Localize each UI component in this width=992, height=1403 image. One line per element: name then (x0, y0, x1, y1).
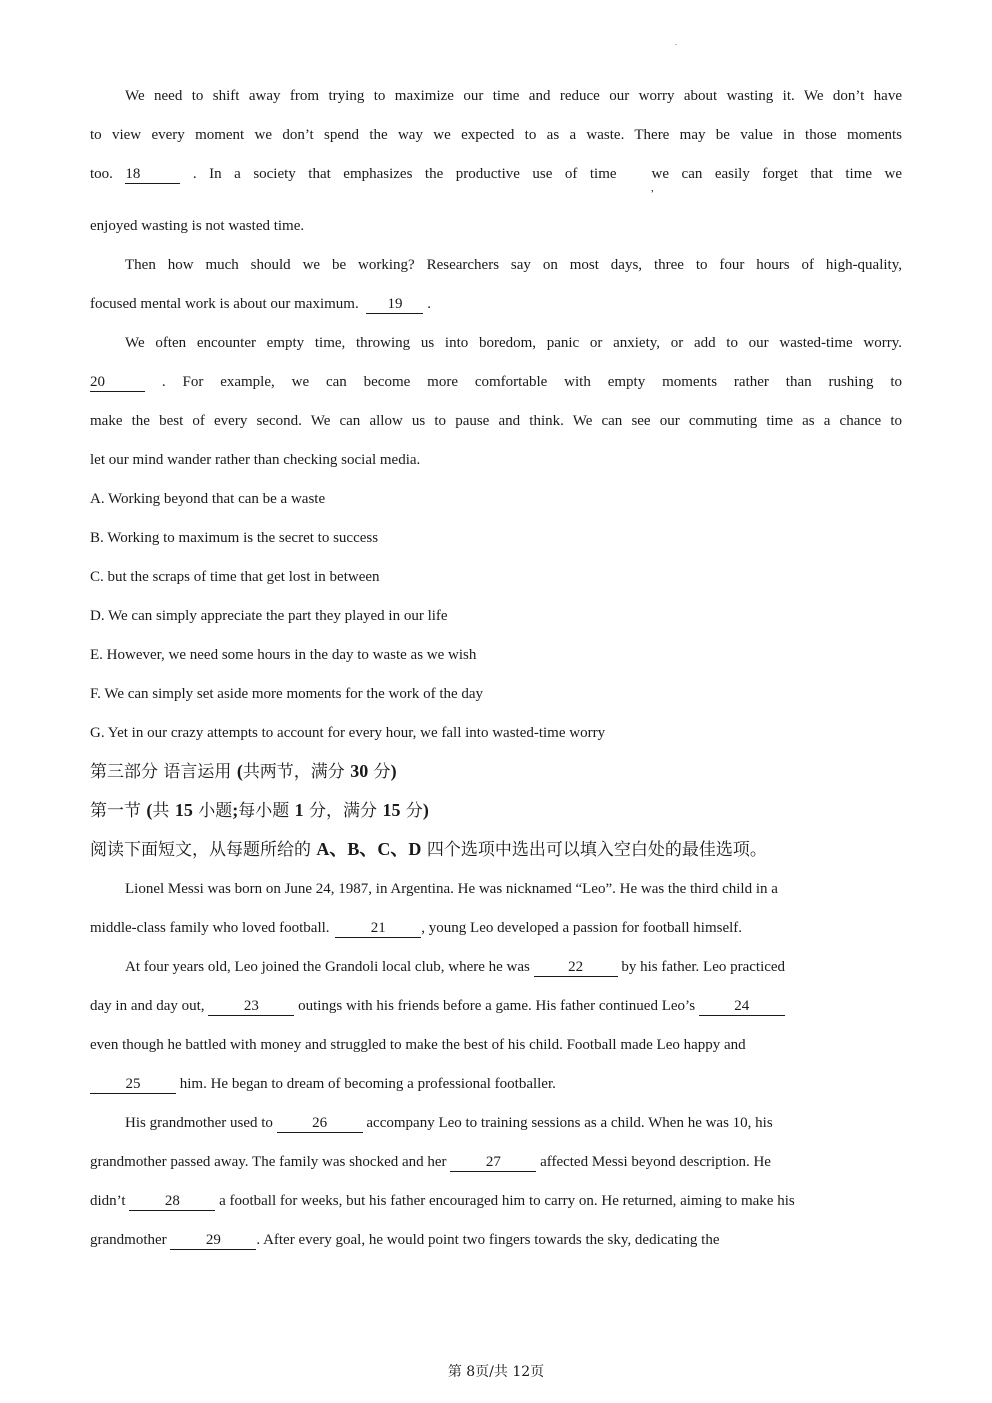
passage-text: too. (90, 166, 113, 182)
passage-line (90, 372, 902, 392)
option-f: F. We can simply set aside more moments for the work of the day (90, 686, 484, 702)
cloze-text: accompany Leo to training sessions as a child. When he was 10, his (366, 1115, 773, 1131)
heading-punct: ; (232, 800, 239, 820)
answer-blank-22[interactable] (534, 959, 618, 977)
heading-text: 小题 (192, 801, 233, 821)
passage-text: We often encounter empty time, throwing us into boredom, panic or anxiety, or add to our wasted-time worry. (125, 335, 902, 351)
answer-blank-21[interactable] (335, 920, 421, 938)
passage-text: . In a society that emphasizes the productive use of time (192, 166, 617, 182)
cloze-line (125, 1113, 773, 1133)
blank-number: 29 (205, 1232, 221, 1248)
option-a: A. Working beyond that can be a waste (90, 491, 326, 507)
cloze-text: day in and day out, (90, 998, 205, 1014)
blank-number: 28 (164, 1193, 180, 1209)
cloze-text: At four years old, Leo joined the Grandoli local club, where he was (125, 959, 530, 975)
page-number: 第 8页/共 12页 (447, 1364, 545, 1380)
heading-paren: ( (146, 800, 153, 820)
heading-number: 1 (294, 800, 304, 820)
heading-text: 共 (152, 801, 175, 821)
answer-blank-27[interactable] (450, 1154, 536, 1172)
cloze-text: middle-class family who loved football. (90, 920, 330, 936)
passage-text: . For example, we can become more comfortable with empty moments rather than rushing to (161, 374, 902, 390)
cloze-text: grandmother passed away. The family was shocked and her (90, 1154, 447, 1170)
passage-line (90, 255, 902, 275)
option-e: E. However, we need some hours in the day to waste as we wish (90, 647, 477, 663)
blank-number: 25 (125, 1076, 141, 1092)
blank-number: 21 (370, 920, 386, 936)
passage-line (90, 333, 902, 353)
blank-number: 23 (243, 998, 259, 1014)
cloze-text: outings with his friends before a game. His father continued Leo’s (298, 998, 696, 1014)
cloze-line (90, 1230, 719, 1250)
answer-blank-25[interactable] (90, 1076, 176, 1094)
passage-line (90, 450, 420, 470)
blank-number: 19 (387, 296, 403, 312)
cloze-line (90, 918, 742, 938)
heading-text: 每小题 (238, 801, 295, 821)
passage-text: make the best of every second. We can allow us to pause and think. We can see our commuting time as a chance to (90, 413, 902, 429)
answer-blank-18[interactable] (125, 166, 180, 184)
cloze-text: , young Leo developed a passion for football himself. (421, 920, 743, 936)
blank-number: 26 (312, 1115, 328, 1131)
cloze-text: affected Messi beyond description. He (540, 1154, 771, 1170)
passage-text: let our mind wander rather than checking social media. (90, 452, 421, 468)
answer-blank-26[interactable] (277, 1115, 363, 1133)
passage-line (90, 164, 902, 184)
heading-text: 共两节，满分 (242, 762, 351, 782)
heading-text: 第一节 (90, 801, 147, 821)
heading-paren: ( (236, 761, 243, 781)
cloze-text: by his father. Leo practiced (621, 959, 786, 975)
option-c: C. but the scraps of time that get lost in between (90, 569, 380, 585)
answer-blank-19[interactable] (366, 296, 423, 314)
cloze-text: grandmother (90, 1232, 167, 1248)
heading-number: 30 (350, 761, 369, 781)
answer-blank-28[interactable] (129, 1193, 215, 1211)
blank-number: 24 (734, 998, 750, 1014)
cloze-line (125, 879, 887, 899)
option-g: G. Yet in our crazy attempts to account for every hour, we fall into wasted-time worry (90, 725, 606, 741)
passage-text: Then how much should we be working? Researchers say on most days, three to four hours of high-quality, (125, 257, 902, 273)
heading-number: 15 (382, 800, 401, 820)
answer-blank-24[interactable] (699, 998, 785, 1016)
blank-number: 22 (568, 959, 584, 975)
passage-text: . (427, 296, 431, 312)
heading-paren: ) (422, 800, 429, 820)
blank-number: 18 (125, 166, 141, 182)
passage-line (90, 294, 431, 314)
cloze-text: . After every goal, he would point two fingers towards the sky, dedicating the (256, 1232, 720, 1248)
heading-number: 15 (174, 800, 193, 820)
scan-speck (675, 44, 677, 45)
cloze-text: him. He began to dream of becoming a professional footballer. (179, 1076, 556, 1092)
section-one-heading (90, 799, 429, 822)
answer-blank-29[interactable] (170, 1232, 256, 1250)
passage-line (90, 86, 902, 106)
instruction-line (90, 838, 767, 861)
instruction-text: 阅读下面短文，从每题所给的 (90, 840, 317, 860)
heading-text: 分，满分 (303, 801, 383, 821)
cloze-text: Lionel Messi was born on June 24, 1987, in Argentina. He was nicknamed “Leo”. He was the third child in a (125, 881, 778, 897)
blank-number: 27 (485, 1154, 501, 1170)
cloze-line (90, 1191, 795, 1211)
cloze-line (90, 1035, 746, 1055)
cloze-line (90, 1074, 556, 1094)
section-three-heading (90, 760, 397, 783)
option-b: B. Working to maximum is the secret to success (90, 530, 379, 546)
cloze-text: His grandmother used to (125, 1115, 273, 1131)
cloze-line (90, 996, 785, 1016)
heading-text: 分 (400, 801, 423, 821)
answer-blank-23[interactable] (208, 998, 294, 1016)
passage-text: we can easily forget that time we (651, 166, 903, 182)
cloze-text: didn’t (90, 1193, 126, 1209)
heading-paren: ) (390, 761, 397, 781)
cloze-text: a football for weeks, but his father encouraged him to carry on. He returned, aiming to make his (219, 1193, 795, 1209)
passage-text: focused mental work is about our maximum. (90, 296, 359, 312)
passage-line (90, 411, 902, 431)
passage-line (90, 125, 902, 145)
cloze-line (90, 1152, 771, 1172)
instruction-text: 四个选项中选出可以填入空白处的最佳选项。 (421, 840, 767, 860)
instruction-letters: A、B、C、D (316, 839, 422, 859)
heading-text: 分 (368, 762, 391, 782)
blank-number: 20 (90, 374, 105, 390)
passage-text: enjoyed wasting is not wasted time. (90, 218, 305, 234)
stray-comma: , (651, 182, 654, 194)
passage-line (90, 216, 304, 236)
passage-text: We need to shift away from trying to maximize our time and reduce our worry about wasting it. We don’t have (125, 88, 902, 104)
cloze-text: even though he battled with money and struggled to make the best of his child. Football made Leo happy and (90, 1037, 746, 1053)
heading-text: 第三部分 语言运用 (90, 762, 237, 782)
option-d: D. We can simply appreciate the part they played in our life (90, 608, 448, 624)
passage-text: to view every moment we don’t spend the way we expected to as a waste. There may be value in those moments (90, 127, 902, 143)
cloze-line (125, 957, 785, 977)
answer-blank-20[interactable] (90, 374, 145, 392)
